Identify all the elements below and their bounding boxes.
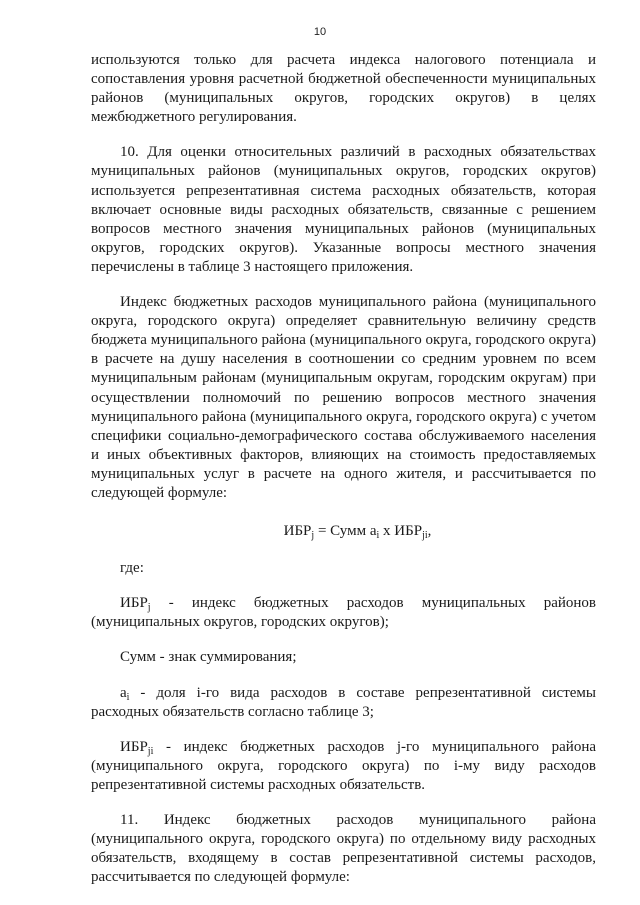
definition-ibr-j: $ИБР_j$ - индекс бюджетных расходов муниципальных районов (муниципальных округов, городских округов); xyxy=(91,595,596,631)
formula-ibr: $ИБР_j$ = Сумм $a_i$ x $ИБР_{ji}$, xyxy=(283,523,432,542)
where-label: где: xyxy=(120,560,144,577)
paragraph-index-definition: Индекс бюджетных расходов муниципального района (муниципального округа, городского округа) определяет сравнительную величину средств бюджета муниципального района (муниципального округа, городского округа) в расчете на душу населения в соотношении со средним уровнем по всем муниципальным районам (муниципальным округам, городским округам) при осуществлении полномочий по решению вопросов местного значения муниципального района (муниципального округа, городского округа) с учетом специфики социально-демографического состава обслуживаемого населения и иных объективных факторов, влияющих на стоимость предоставляемых муниципальных услуг в расчете на одного жителя, и рассчитывается по следующей формуле: xyxy=(91,294,596,501)
definition-ibr-ji: $ИБР_{ji}$ - индекс бюджетных расходов j-го муниципального района (муниципального округа, городского округа) по i-му виду расходов репрезентативной системы расходных обязательств. xyxy=(91,738,596,793)
paragraph-item-11: 11. Индекс бюджетных расходов муниципального района (муниципального округа, городского округа) по отдельному виду расходных обязательств, входящему в состав репрезентативной системы расходов, рассчитывается по следующей формуле: xyxy=(91,812,596,886)
definition-summ: Сумм - знак суммирования; xyxy=(120,649,297,666)
document-body xyxy=(91,51,596,887)
definition-a-i: $a_i$ - доля i-го вида расходов в составе репрезентативной системы расходных обязательств согласно таблице 3; xyxy=(91,684,596,720)
paragraph-continuation: используются только для расчета индекса налогового потенциала и сопоставления уровня расчетной бюджетной обеспеченности муниципальных районов (муниципальных округов, городских округов) в целях межбюджетного регулирования. xyxy=(91,52,596,126)
paragraph-item-10: 10. Для оценки относительных различий в расходных обязательствах муниципальных районов (муниципальных округов, городских округов) используется репрезентативная система расходных обязательств, которая включает основные виды расходных обязательств, связанные с решением вопросов местного значения муниципальных районов (муниципальных округов, городских округов). Указанные вопросы местного значения перечислены в таблице 3 настоящего приложения. xyxy=(91,144,596,275)
page-number: 10 xyxy=(313,26,327,38)
